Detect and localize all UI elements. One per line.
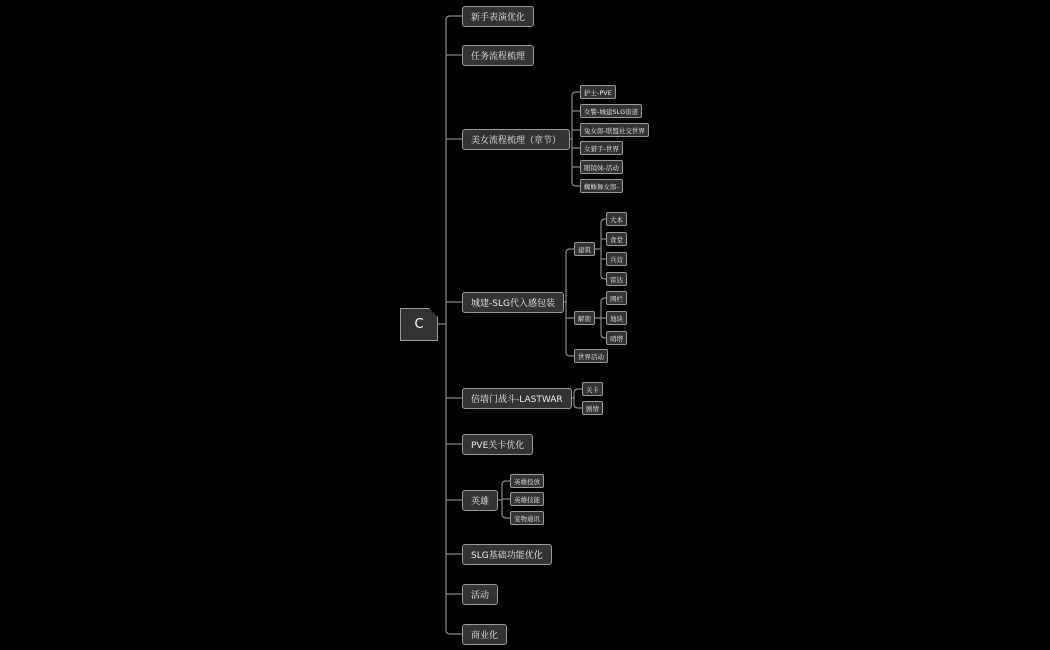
topic-node[interactable]: 商业化 [462,624,507,645]
subtopic-node[interactable]: 女猎手-世界 [580,141,623,155]
topic-node[interactable]: 英雄 [462,490,498,511]
leaf-node[interactable]: 哨塔 [606,331,627,345]
subtopic-node[interactable]: 关卡 [582,382,603,396]
leaf-node[interactable]: 围栏 [606,291,627,305]
connector-branch [446,630,462,634]
subtopic-node[interactable]: 建筑 [574,242,595,256]
subtopic-node[interactable]: 女警-城建SLG街道 [580,104,642,118]
subtopic-node[interactable]: 世界活动 [574,349,608,363]
leaf-node[interactable]: 大本 [606,212,627,226]
subtopic-node[interactable]: 蜘蛛舞女郎- [580,179,623,193]
subtopic-node[interactable]: 眼镜妹-活动 [580,160,623,174]
root-corner-fold [429,308,438,317]
leaf-node[interactable]: 兵营 [606,252,627,266]
connector-branch [566,249,574,253]
connector-branch [574,404,582,408]
connector-branch [502,514,510,518]
subtopic-node[interactable]: 护士-PVE [580,85,616,99]
subtopic-node[interactable]: 兔女郎-联盟社交世界 [580,123,649,137]
topic-node[interactable]: 倍墙门战斗-LASTWAR [462,388,572,409]
connector-branch [572,92,580,96]
topic-node[interactable]: 活动 [462,584,498,605]
topic-node[interactable]: SLG基础功能优化 [462,544,552,565]
topic-node[interactable]: 新手表演优化 [462,6,534,27]
subtopic-node[interactable]: 英雄投放 [510,474,544,488]
leaf-node[interactable]: 地块 [606,311,627,325]
topic-node[interactable]: PVE关卡优化 [462,434,533,455]
connector-branch [566,352,574,356]
root-label: C [414,317,424,332]
root-node[interactable] [400,308,438,341]
subtopic-node[interactable]: 剧情 [582,401,603,415]
connector-branch [574,389,582,393]
subtopic-node[interactable]: 解锁 [574,311,595,325]
leaf-node[interactable]: 食堂 [606,232,627,246]
connector-branch [502,481,510,485]
subtopic-node[interactable]: 英雄技能 [510,492,544,506]
connector-branch [572,182,580,186]
topic-node[interactable]: 任务流程梳理 [462,45,534,66]
connector-branch [446,16,462,20]
leaf-node[interactable]: 雷达 [606,272,627,286]
subtopic-node[interactable]: 宠物通讯 [510,511,544,525]
topic-node[interactable]: 美女流程梳理（章节） [462,129,570,150]
topic-node[interactable]: 城建-SLG代入感包装 [462,292,564,313]
